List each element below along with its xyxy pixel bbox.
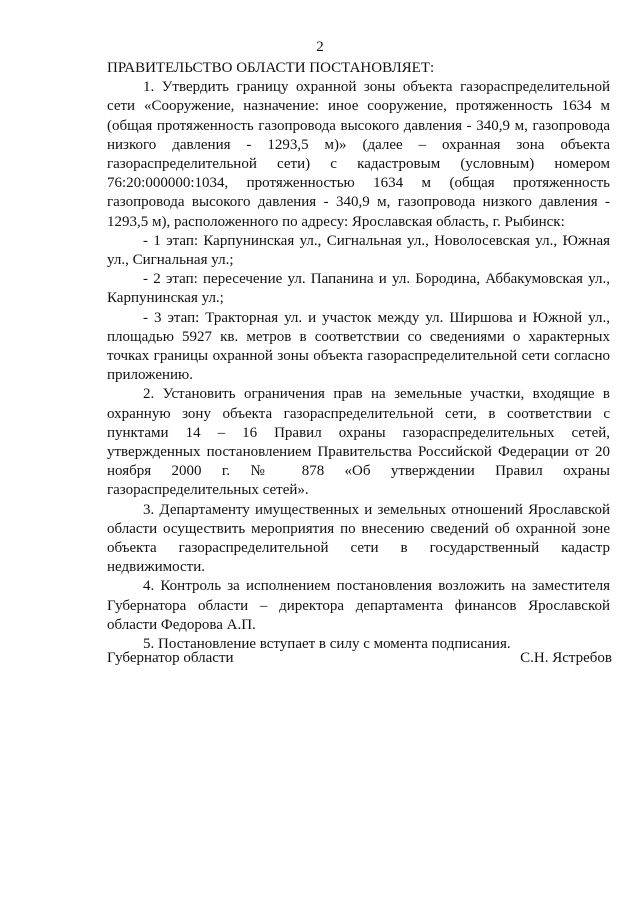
paragraph-5-effect: 5. Постановление вступает в силу с момента подписания. — [143, 636, 511, 653]
document-body — [107, 59, 610, 654]
paragraph-stage-3: - 3 этап: Тракторная ул. и участок между ул. Ширшова и Южной ул., площадью 5927 кв. метров в соответствии со сведениями о характерных точках границы охранной зоны объекта газораспределительной сети согласно приложению. — [107, 309, 610, 384]
paragraph-4-control: 4. Контроль за исполнением постановления возложить на заместителя Губернатора области – директора департамента финансов Ярославской области Федорова А.П. — [107, 578, 610, 633]
paragraph-1-boundary: 1. Утвердить границу охранной зоны объекта газораспределительной сети «Сооружение, назначение: иное сооружение, протяженность 1634 м (общая протяженность газопровода высокого давления - 340,9 м, газопровода низкого давления - 1293,5 м)» (далее – охранная зона объекта газораспределительной сети) с кадастровым (условным) номером 76:20:000000:1034, протяженностью 1634 м (общая протяженность газопровода высокого давления - 340,9 м, газопровода низкого давления - 1293,5 м), расположенного по адресу: Ярославская область, г. Рыбинск: — [107, 79, 610, 230]
paragraph-stage-2: - 2 этап: пересечение ул. Папанина и ул. Бородина, Аббакумовская ул., Карпунинская ул.; — [107, 271, 610, 307]
paragraph-stage-1: - 1 этап: Карпунинская ул., Сигнальная ул., Новолосевская ул., Южная ул., Сигнальная ул.; — [107, 232, 610, 269]
signatory-name: С.Н. Ястребов — [520, 650, 612, 666]
signatory-position: Губернатор области — [107, 650, 234, 666]
page-number: 2 — [316, 39, 324, 55]
paragraph-3-cadastre: 3. Департаменту имущественных и земельных отношений Ярославской области осуществить мероприятия по внесению сведений об охранной зоне объекта газораспределительной сети в государственный кадастр недвижимости. — [107, 501, 610, 576]
paragraph-2-restrictions: 2. Установить ограничения прав на земельные участки, входящие в охранную зону объекта газораспределительной сети, в соответствии с пунктами 14 – 16 Правил охраны газораспределительных сетей, утвержденных постановлением Правительства Российской Федерации от 20 ноября 2000 г. № 878 «Об утверждении Правил охраны газораспределительных сетей». — [107, 386, 610, 499]
resolution-heading: ПРАВИТЕЛЬСТВО ОБЛАСТИ ПОСТАНОВЛЯЕТ: — [107, 60, 435, 76]
